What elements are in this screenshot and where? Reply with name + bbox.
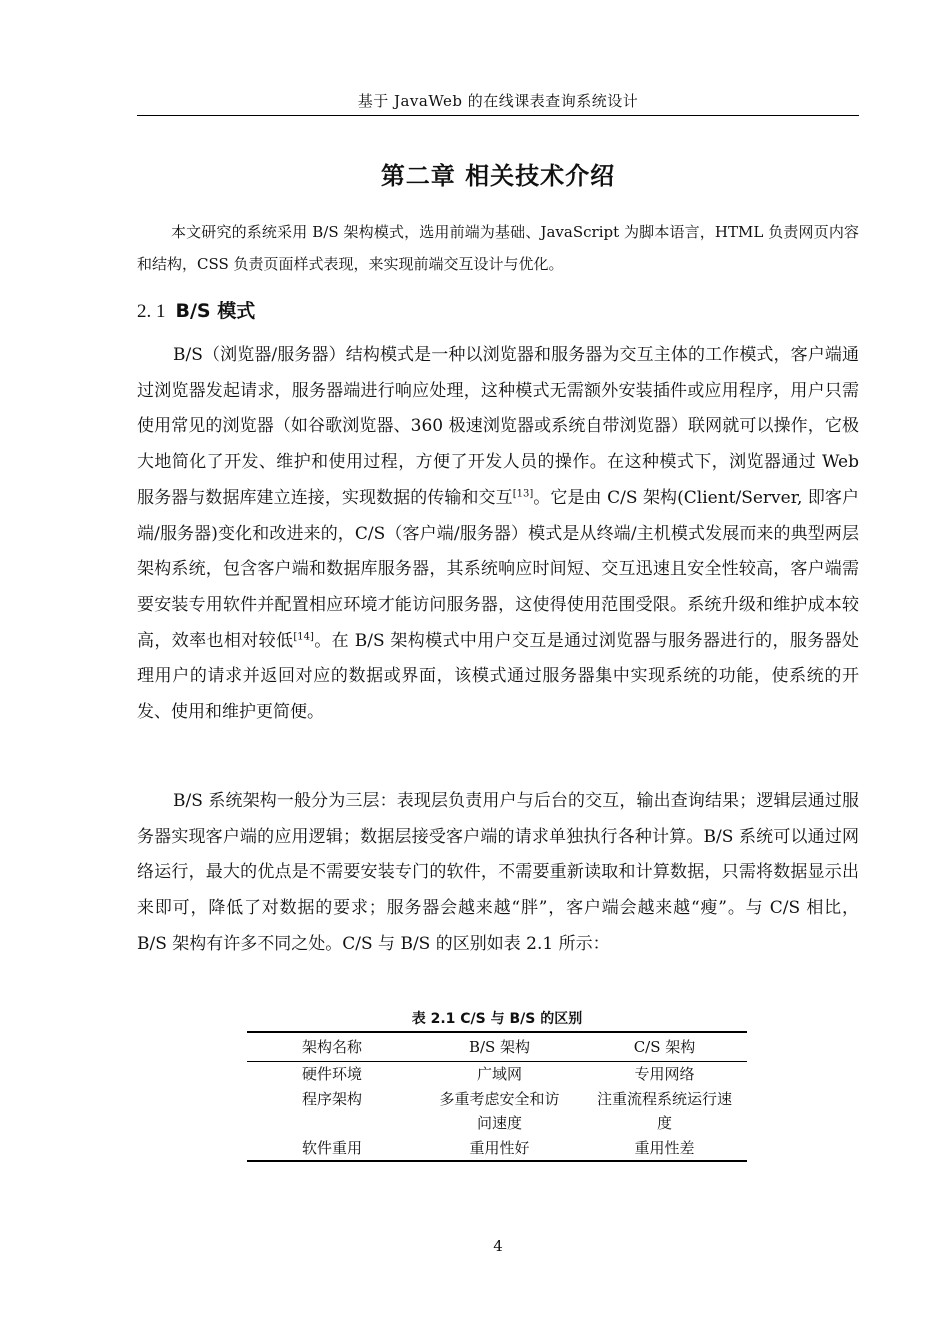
chapter-title: 第二章 相关技术介绍 bbox=[380, 162, 616, 190]
table-cell: 广域网 bbox=[476, 1065, 522, 1083]
table-row bbox=[247, 1136, 747, 1162]
section-title: B/S 模式 bbox=[175, 300, 256, 322]
section-number: 2. 1 bbox=[137, 301, 166, 322]
body-paragraph-1 bbox=[137, 338, 859, 731]
section-heading bbox=[137, 296, 255, 323]
citation-ref: [14] bbox=[293, 630, 314, 642]
running-header: 基于 JavaWeb 的在线课表查询系统设计 bbox=[357, 92, 639, 110]
page-number: 4 bbox=[493, 1237, 503, 1255]
table-cell bbox=[417, 1087, 582, 1136]
table-row bbox=[247, 1062, 747, 1087]
header-rule bbox=[137, 115, 859, 116]
paragraph-text: 。它是由 C/S 架构(Client/Server, 即客户端/服务器)变化和改进来的，C/S（客户端/服务器）模式是从终端/主机模式发展而来的典型两层架构系统，包含客户端和数据库服务器，其系统响应时间短、交互迅速且安全性较高，客户端需要安装专用软件并配置相应环境才能访问服务器，这使得使用范围受限。系统升级和维护成本较高，效率也相对较低 bbox=[137, 487, 859, 651]
table-cell: 软件重用 bbox=[301, 1138, 362, 1157]
table-header-cell: B/S 架构 bbox=[468, 1038, 531, 1056]
paragraph-text: 。在 B/S 架构模式中用户交互是通过浏览器与服务器进行的，服务器处理用户的请求并返回对应的数据或界面，该模式通过服务器集中实现系统的功能，使系统的开发、使用和维护更简便。 bbox=[137, 630, 859, 723]
wrapped-cell-text: 注重流程系统运行速度 bbox=[596, 1089, 732, 1132]
wrapped-cell-text: 多重考虑安全和访问速度 bbox=[439, 1089, 560, 1132]
intro-paragraph: 本文研究的系统采用 B/S 架构模式，选用前端为基础、JavaScript 为脚本语言，HTML 负责网页内容和结构，CSS 负责页面样式表现，来实现前端交互设计与优化。 bbox=[137, 223, 859, 273]
citation-ref: [13] bbox=[512, 488, 534, 500]
table-cell: 专用网络 bbox=[634, 1065, 695, 1083]
body-paragraph-2: B/S 系统架构一般分为三层：表现层负责用户与后台的交互，输出查询结果；逻辑层通过服务器实现客户端的应用逻辑；数据层接受客户端的请求单独执行各种计算。B/S 系统可以通过网络运行，最大的优点是不需要安装专门的软件，不需要重新读取和计算数据，只需将数据显示出来即可，降低了对数据的要求；服务器会越来越“胖”，客户端会越来越“瘦”。与 C/S 相比， B/S 架构有许多不同之处。C/S 与 B/S 的区别如表 2.1 所示： bbox=[137, 791, 859, 954]
table-cell: 程序架构 bbox=[301, 1089, 362, 1108]
paragraph-text: B/S（浏览器/服务器）结构模式是一种以浏览器和服务器为交互主体的工作模式，客户端通过浏览器发起请求，服务器端进行响应处理，这种模式无需额外安装插件或应用程序，用户只需使用常见的浏览器（如谷歌浏览器、360 极速浏览器或系统自带浏览器）联网就可以操作，它极大地简化了开发、维护和使用过程，方便了开发人员的操作。在这种模式下，浏览器通过 Web 服务器与数据库建立连接，实现数据的传输和交互 bbox=[137, 345, 859, 508]
table-cell: 硬件环境 bbox=[301, 1065, 362, 1083]
table-cell: 重用性差 bbox=[634, 1138, 695, 1157]
table-cell: 重用性好 bbox=[469, 1138, 530, 1157]
table-caption: 表 2.1 C/S 与 B/S 的区别 bbox=[411, 1011, 583, 1027]
table-header-cell: C/S 架构 bbox=[633, 1038, 696, 1056]
table-cell bbox=[582, 1087, 747, 1136]
comparison-table bbox=[247, 1031, 747, 1162]
table-header-row bbox=[247, 1032, 747, 1062]
table-header-cell: 架构名称 bbox=[301, 1038, 362, 1056]
table-row bbox=[247, 1087, 747, 1136]
